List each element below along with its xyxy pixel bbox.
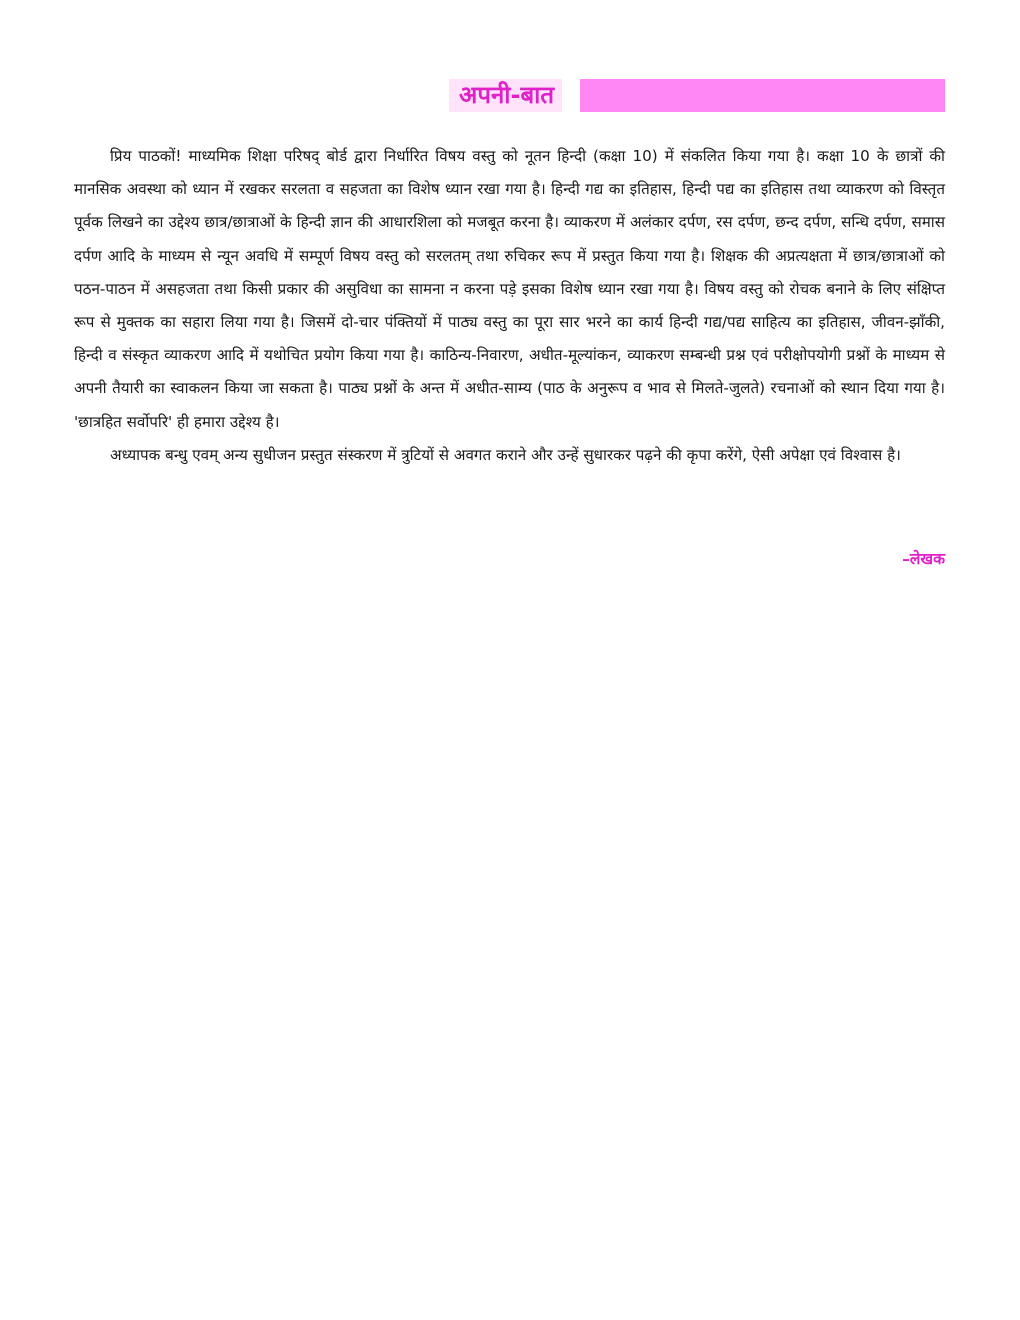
preface-body [74, 140, 945, 472]
heading-banner [449, 79, 945, 112]
paragraph-1: प्रिय पाठकों! माध्यमिक शिक्षा परिषद् बोर्ड द्वारा निर्धारित विषय वस्तु को नूतन हिन्दी (कक्षा 10) में संकलित किया गया है। कक्षा 10 के छात्रों की मानसिक अवस्था को ध्यान में रखकर सरलता व सहजता का विशेष ध्यान रखा गया है। हिन्दी गद्य का इतिहास, हिन्दी पद्य का इतिहास तथा व्याकरण को विस्तृत पूर्वक लिखने का उद्देश्य छात्र/छात्राओं के हिन्दी ज्ञान की आधारशिला को मजबूत करना है। व्याकरण में अलंकार दर्पण, रस दर्पण, छन्द दर्पण, सन्धि दर्पण, समास दर्पण आदि के माध्यम से न्यून अवधि में सम्पूर्ण विषय वस्तु को सरलतम् तथा रुचिकर रूप में प्रस्तुत किया गया है। शिक्षक की अप्रत्यक्षता में छात्र/छात्राओं को पठन-पाठन में असहजता तथा किसी प्रकार की असुविधा का सामना न करना पड़े इसका विशेष ध्यान रखा गया है। विषय वस्तु को रोचक बनाने के लिए संक्षिप्त रूप से मुक्तक का सहारा लिया गया है। जिसमें दो-चार पंक्तियों में पाठ्य वस्तु का पूरा सार भरने का कार्य हिन्दी गद्य/पद्य साहित्य का इतिहास, जीवन-झाँकी, हिन्दी व संस्कृत व्याकरण आदि में यथोचित प्रयोग किया गया है। काठिन्य-निवारण, अधीत-मूल्यांकन, व्याकरण सम्बन्धी प्रश्न एवं परीक्षोपयोगी प्रश्नों के माध्यम से अपनी तैयारी का स्वाकलन किया जा सकता है। पाठ्य प्रश्नों के अन्त में अधीत-साम्य (पाठ के अनुरूप व भाव से मिलते-जुलते) रचनाओं को स्थान दिया गया है। 'छात्रहित सर्वोपरि' ही हमारा उद्देश्य है। [74, 147, 946, 431]
paragraph-2: अध्यापक बन्धु एवम् अन्य सुधीजन प्रस्तुत संस्करण में त्रुटियों से अवगत कराने और उन्हें सुधारकर पढ़ने की कृपा करेंगे, ऐसी अपेक्षा एवं विश्वास है। [110, 445, 901, 464]
heading-accent-bar [580, 79, 945, 112]
author-signature: –लेखक [902, 550, 945, 568]
page-title: अपनी-बात [449, 79, 562, 112]
